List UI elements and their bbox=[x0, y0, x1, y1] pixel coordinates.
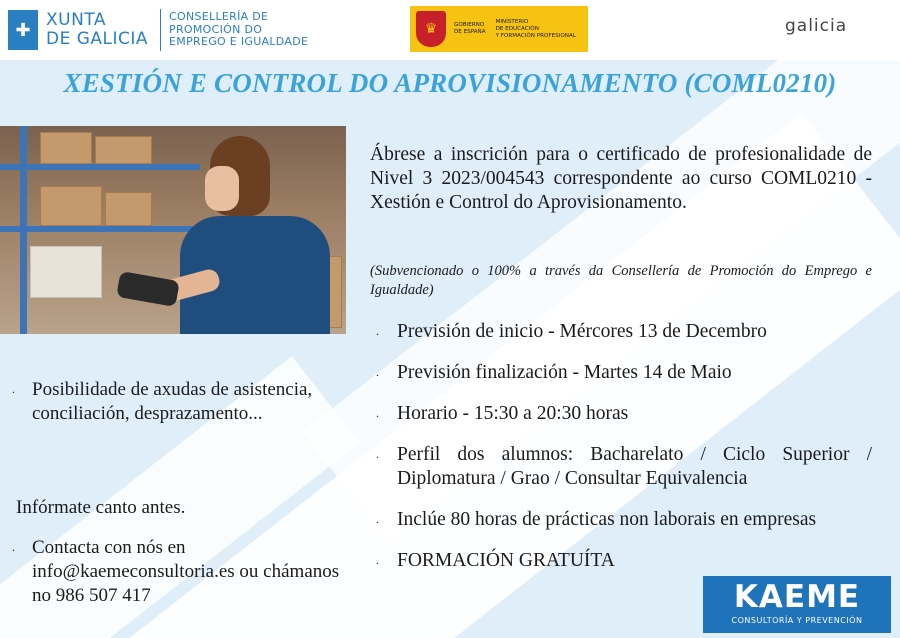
ministerio-text bbox=[496, 19, 576, 40]
xunta-logo bbox=[8, 8, 308, 52]
info-text: Infórmate canto antes. bbox=[16, 497, 186, 518]
gobierno-logo bbox=[410, 6, 588, 52]
detail-internship: Inclúe 80 horas de prácticas non laborais en empresas bbox=[397, 509, 817, 530]
detail-start-date: Previsión de inicio - Mércores 13 de Decembro bbox=[397, 321, 767, 342]
list-item bbox=[12, 536, 342, 608]
box bbox=[105, 192, 152, 226]
conselleria-wordmark bbox=[169, 11, 308, 49]
course-details-list bbox=[376, 320, 872, 590]
xunta-line: DE GALICIA bbox=[46, 29, 149, 49]
worker-face bbox=[205, 166, 239, 211]
conselleria-line: PROMOCIÓN DO bbox=[169, 22, 263, 36]
list-item bbox=[376, 549, 872, 573]
gobierno-text bbox=[454, 22, 486, 36]
kaeme-logo bbox=[703, 576, 891, 633]
box bbox=[40, 186, 102, 226]
bullet: . bbox=[376, 324, 379, 338]
detail-free: FORMACIÓN GRATUÍTA bbox=[397, 550, 615, 571]
contact-list bbox=[12, 536, 342, 608]
bullet: . bbox=[376, 365, 379, 379]
bullet: . bbox=[376, 553, 379, 567]
bullet: . bbox=[376, 447, 379, 461]
box bbox=[95, 136, 152, 164]
aid-list bbox=[12, 378, 352, 426]
xunta-line: XUNTA bbox=[46, 10, 106, 30]
bullet: . bbox=[12, 382, 15, 396]
detail-end-date: Previsión finalización - Martes 14 de Maio bbox=[397, 362, 732, 383]
course-title: XESTIÓN E CONTROL DO APROVISIONAMENTO (COML0210) bbox=[63, 68, 837, 98]
contact-text: Contacta con nós en info@kaemeconsultoria.es ou chámanos no 986 507 417 bbox=[32, 537, 340, 606]
subvention-note: (Subvencionado o 100% a través da Consellería de Promoción do Emprego e Igualdade) bbox=[370, 263, 872, 298]
gobierno-line: DE ESPAÑA bbox=[454, 29, 486, 35]
kaeme-tagline: CONSULTORÍA Y PREVENCIÓN bbox=[731, 616, 863, 625]
bullet: . bbox=[12, 540, 15, 554]
ministerio-line: Y FORMACIÓN PROFESIONAL bbox=[495, 32, 576, 39]
logo-divider bbox=[160, 9, 161, 51]
detail-profile: Perfil dos alumnos: Bacharelato / Ciclo Superior / Diplomatura / Grao / Consultar Equivalencia bbox=[397, 444, 872, 489]
list-item bbox=[12, 378, 352, 426]
list-item bbox=[376, 443, 872, 491]
logo-header bbox=[0, 0, 900, 60]
warehouse-photo bbox=[0, 126, 346, 334]
aid-text: Posibilidade de axudas de asistencia, conciliación, desprazamento... bbox=[32, 379, 313, 424]
shelf-post bbox=[20, 126, 27, 334]
shelf-beam bbox=[0, 164, 200, 170]
xunta-wordmark bbox=[46, 11, 148, 49]
list-item bbox=[376, 402, 872, 426]
list-item bbox=[376, 361, 872, 385]
conselleria-line: CONSELLERÍA DE bbox=[169, 10, 269, 24]
gobierno-line: GOBIERNO bbox=[454, 22, 485, 28]
tablet-device bbox=[116, 271, 180, 307]
ministerio-line: DE EDUCACIÓN bbox=[495, 25, 539, 32]
list-item bbox=[376, 320, 872, 344]
kaeme-wordmark: KAEME bbox=[733, 579, 861, 615]
bullet: . bbox=[376, 512, 379, 526]
conselleria-line: EMPREGO E IGUALDADE bbox=[169, 35, 309, 49]
ministerio-line: MINISTERIO bbox=[495, 18, 529, 25]
shelf-beam bbox=[0, 226, 200, 232]
box bbox=[30, 246, 102, 298]
galicia-logo: galicia bbox=[785, 16, 848, 36]
list-item bbox=[376, 508, 872, 532]
coat-of-arms-icon: ♛ bbox=[416, 11, 446, 47]
xunta-cross-icon: ✚ bbox=[8, 10, 38, 50]
intro-paragraph: Ábrese a inscrición para o certificado de profesionalidade de Nivel 3 2023/004543 correspondente ao curso COML0210 - Xestión e Control do Aprovisionamento. bbox=[370, 144, 872, 213]
bullet: . bbox=[376, 406, 379, 420]
box bbox=[40, 132, 92, 164]
detail-schedule: Horario - 15:30 a 20:30 horas bbox=[397, 403, 629, 424]
